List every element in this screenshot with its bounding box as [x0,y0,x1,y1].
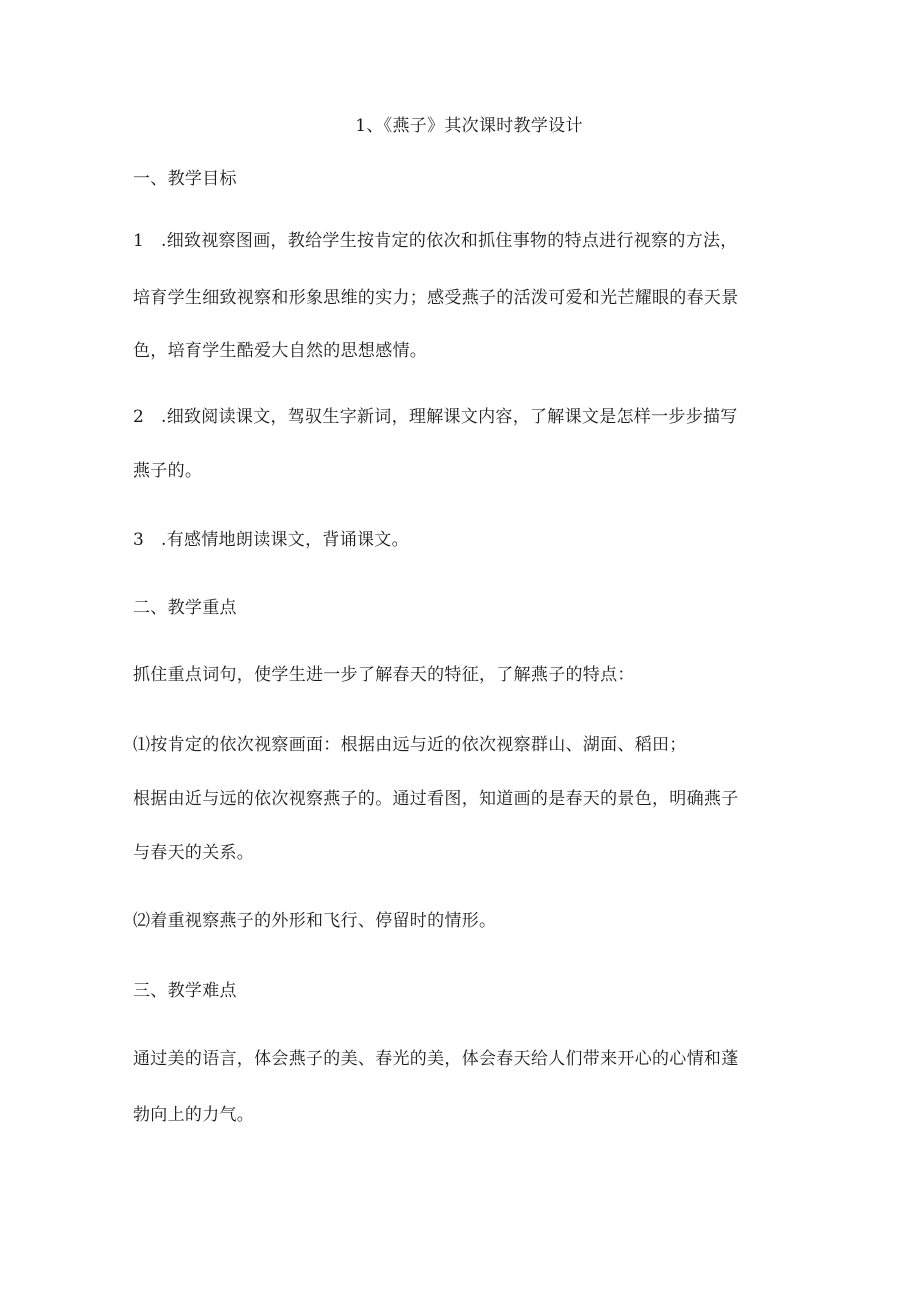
objective-1-number: 1 [133,231,145,251]
section-heading-objectives: 一、教学目标 [133,169,237,189]
section-heading-key-points: 二、教学重点 [133,598,237,618]
objective-3-number: 3 [133,530,145,550]
difficulties-line-1: 通过美的语言，体会燕子的美、春光的美，体会春天给人们带来开心的心情和蓬 [133,1049,739,1069]
objective-1-text-1: .细致视察图画，教给学生按肯定的依次和抓住事物的特点进行视察的方法， [161,231,738,251]
difficulties-line-2: 勃向上的力气。 [133,1105,255,1125]
objective-1-line-1 [133,230,738,252]
objective-2-text-1: .细致阅读课文，驾驭生字新词，理解课文内容，了解课文是怎样一步步描写 [161,407,738,427]
objective-2-number: 2 [133,407,145,427]
objective-1-line-3: 色，培育学生酷爱大自然的思想感情。 [133,341,428,361]
key-point-2-line-1: ⑵着重视察燕子的外形和飞行、停留时的情形。 [133,911,497,931]
objective-1-line-2: 培育学生细致视察和形象思维的实力；感受燕子的活泼可爱和光芒耀眼的春天景 [133,288,739,308]
key-point-1-line-1: ⑴按肯定的依次视察画面：根据由远与近的依次视察群山、湖面、稻田； [133,735,687,755]
document-title: 1、《燕子》其次课时教学设计 [355,116,583,136]
key-point-1-line-2: 根据由近与远的依次视察燕子的。通过看图，知道画的是春天的景色，明确燕子 [133,789,739,809]
objective-2-line-1 [133,406,738,428]
section-heading-difficulties: 三、教学难点 [133,981,237,1001]
objective-3-line-1 [133,529,409,551]
key-point-1-line-3: 与春天的关系。 [133,843,255,863]
objective-2-line-2: 燕子的。 [133,461,203,481]
objective-3-text-1: .有感情地朗读课文，背诵课文。 [161,530,409,550]
key-points-intro: 抓住重点词句，使学生进一步了解春天的特征，了解燕子的特点： [133,665,635,685]
